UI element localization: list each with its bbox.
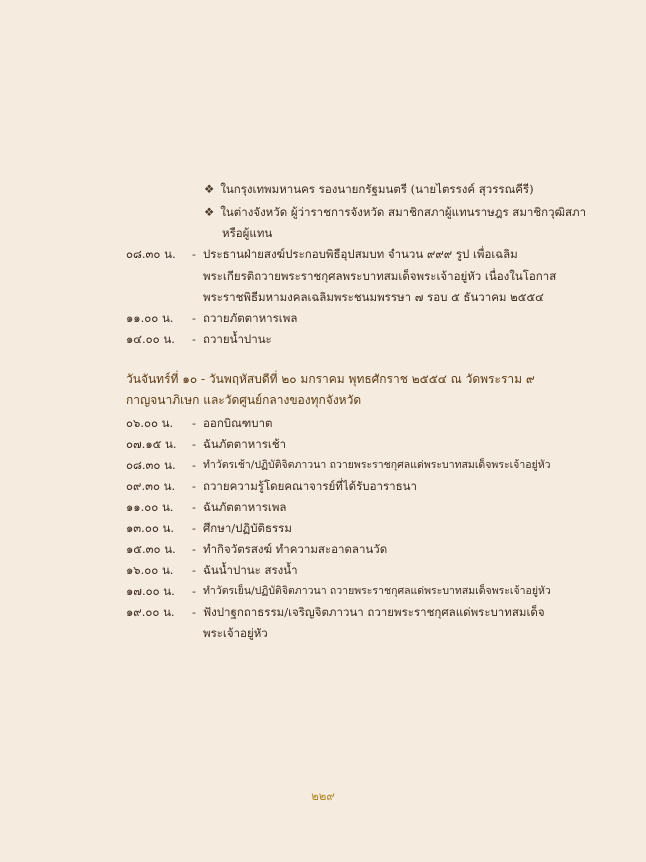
- diamond-bullet-icon: ❖: [204, 182, 215, 196]
- schedule-time: ๑๑.๐๐ น.: [126, 311, 174, 325]
- bullet-item: [204, 180, 534, 198]
- schedule-text: พระเกียรติถวายพระราชกุศลพระบาทสมเด็จพระเจ้าอยู่หัว เนื่องในโอกาส: [203, 269, 557, 283]
- schedule-time: ๑๙.๐๐ น.: [126, 605, 175, 619]
- section-heading: กาญจนาภิเษก และวัดศูนย์กลางของทุกจังหวัด: [126, 393, 362, 407]
- schedule-text: ประธานฝ่ายสงฆ์ประกอบพิธีอุปสมบท จำนวน ๙๙๙ รูป เพื่อเฉลิม: [203, 247, 518, 261]
- schedule-time: ๐๖.๐๐ น.: [126, 416, 174, 430]
- schedule-dash: -: [192, 311, 196, 325]
- schedule-dash: -: [192, 437, 196, 451]
- page-number: ๒๒๙: [311, 789, 335, 803]
- schedule-dash: -: [192, 542, 196, 556]
- schedule-dash: -: [192, 605, 196, 619]
- schedule-dash: -: [192, 500, 196, 514]
- schedule-text: ทำกิจวัตรสงฆ์ ทำความสะอาดลานวัด: [203, 542, 388, 556]
- schedule-time: ๐๘.๓๐ น.: [126, 247, 176, 261]
- schedule-time: ๑๑.๐๐ น.: [126, 500, 174, 514]
- schedule-text: ฉันน้ำปานะ สรงน้ำ: [203, 563, 298, 577]
- bullet-text: ในกรุงเทพมหานคร รองนายกรัฐมนตรี (นายไตรรงค์ สุวรรณคีรี): [220, 182, 534, 196]
- schedule-text: ศึกษา/ปฏิบัติธรรม: [203, 521, 292, 535]
- schedule-dash: -: [192, 332, 196, 346]
- schedule-text: ฉันภัตตาหารเพล: [203, 500, 287, 514]
- bullet-item: [204, 203, 586, 221]
- schedule-text: ฉันภัตตาหารเช้า: [203, 437, 287, 451]
- schedule-text: พระราชพิธีมหามงคลเฉลิมพระชนมพรรษา ๗ รอบ ๕ ธันวาคม ๒๕๕๔: [203, 290, 544, 304]
- bullet-text: ในต่างจังหวัด ผู้ว่าราชการจังหวัด สมาชิกสภาผู้แทนราษฎร สมาชิกวุฒิสภา: [220, 205, 587, 219]
- schedule-time: ๑๖.๐๐ น.: [126, 563, 174, 577]
- schedule-text: ถวายภัตตาหารเพล: [203, 311, 298, 325]
- schedule-text: พระเจ้าอยู่หัว: [203, 626, 268, 640]
- schedule-time: ๑๓.๐๐ น.: [126, 521, 175, 535]
- schedule-dash: -: [192, 458, 196, 472]
- schedule-text: ทำวัตรเย็น/ปฏิบัติจิตภาวนา ถวายพระราชกุศลแด่พระบาทสมเด็จพระเจ้าอยู่หัว: [203, 585, 551, 597]
- schedule-dash: -: [192, 563, 196, 577]
- schedule-time: ๑๕.๓๐ น.: [126, 542, 176, 556]
- schedule-dash: -: [192, 416, 196, 430]
- schedule-time: ๑๗.๐๐ น.: [126, 584, 175, 598]
- schedule-text: ออกบิณฑบาต: [203, 416, 273, 430]
- schedule-time: ๐๘.๓๐ น.: [126, 458, 176, 472]
- section-heading: วันจันทร์ที่ ๑๐ - วันพฤหัสบดีที่ ๒๐ มกราคม พุทธศักราช ๒๕๕๔ ณ วัดพระราม ๙: [126, 372, 535, 386]
- bullet-text-continued: หรือผู้แทน: [222, 226, 273, 240]
- schedule-time: ๑๔.๐๐ น.: [126, 332, 175, 346]
- schedule-text: ฟังปาฐกถาธรรม/เจริญจิตภาวนา ถวายพระราชกุศลแด่พระบาทสมเด็จ: [203, 605, 545, 619]
- schedule-time: ๐๗.๑๕ น.: [126, 437, 177, 451]
- schedule-text: ทำวัตรเช้า/ปฏิบัติจิตภาวนา ถวายพระราชกุศลแด่พระบาทสมเด็จพระเจ้าอยู่หัว: [203, 459, 551, 471]
- schedule-dash: -: [192, 584, 196, 598]
- schedule-dash: -: [192, 521, 196, 535]
- schedule-time: ๐๙.๓๐ น.: [126, 479, 176, 493]
- schedule-text: ถวายความรู้โดยคณาจารย์ที่ได้รับอาราธนา: [203, 479, 417, 493]
- diamond-bullet-icon: ❖: [204, 205, 215, 219]
- schedule-dash: -: [192, 247, 196, 261]
- schedule-dash: -: [192, 479, 196, 493]
- schedule-text: ถวายน้ำปานะ: [203, 332, 272, 346]
